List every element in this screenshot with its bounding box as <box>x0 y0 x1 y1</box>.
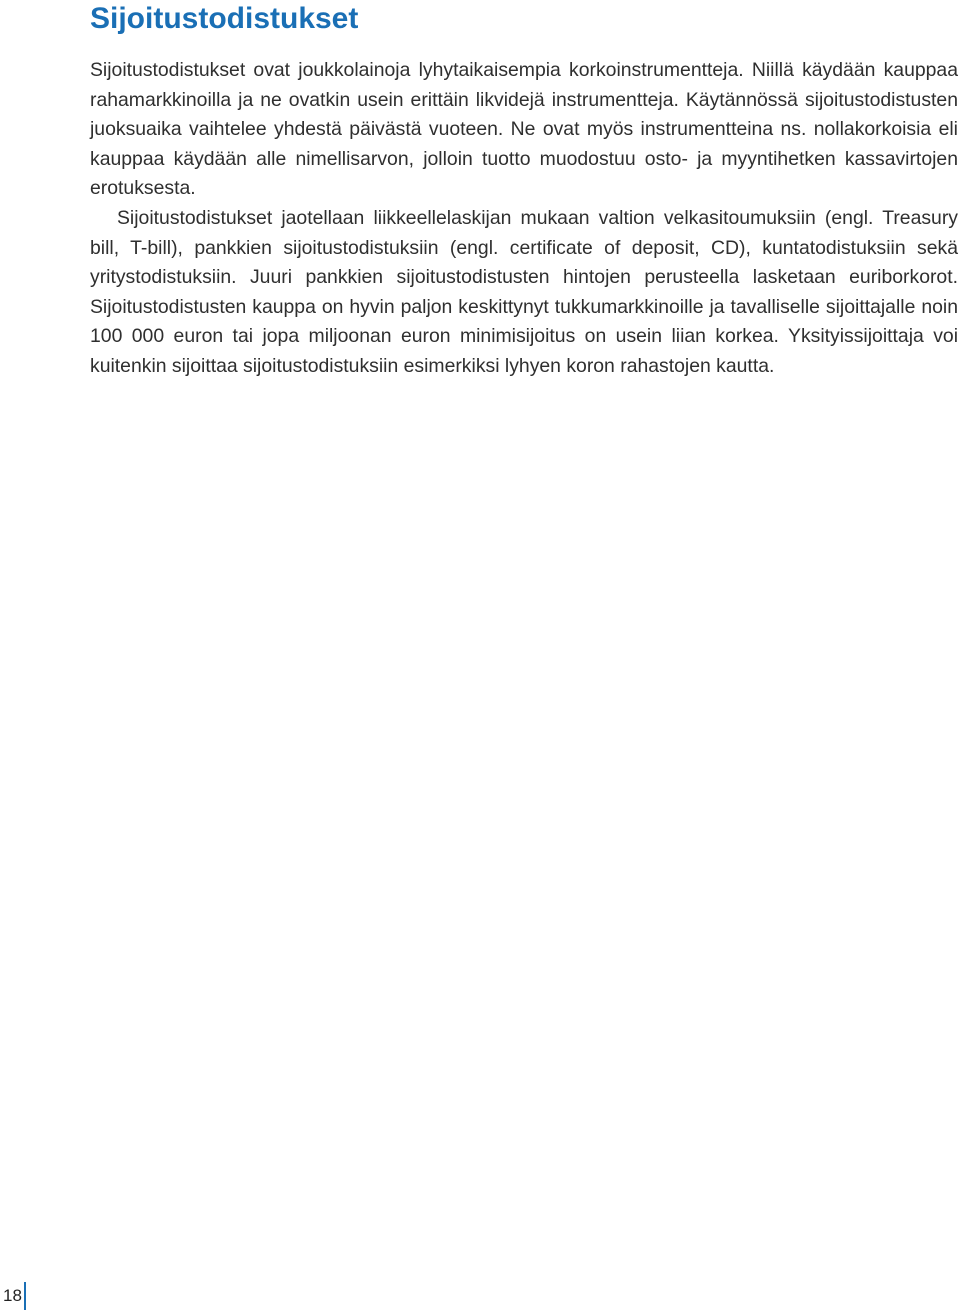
paragraph-classification: Sijoitustodistukset jaotellaan liikkeellelaskijan mukaan valtion velkasitoumuksiin (engl. Treasury bill, T-bill), pankkien sijoitustodistuksiin (engl. certificate of deposit, CD), kuntatodistuksiin sekä yritystodistuksiin. Juuri pankkien sijoitustodistusten hintojen perusteella lasketaan euriborkorot. Sijoitustodistusten kauppa on hyvin paljon keskittynyt tukkumarkkinoille ja tavalliselle sijoittajalle noin 100 000 euron tai jopa miljoonan euron minimisijoitus on usein liian korkea. Yksityissijoittaja voi kuitenkin sijoittaa sijoitustodistuksiin esimerkiksi lyhyen koron rahastojen kautta. <box>90 206 958 377</box>
paragraph-intro: Sijoitustodistukset ovat joukkolainoja lyhytaikaisempia korkoinstrumentteja. Niillä käydään kauppaa rahamarkkinoilla ja ne ovatkin usein erittäin likvidejä instrumentteja. Käytännössä sijoitustodistusten juoksuaika vaihtelee yhdestä päivästä vuoteen. Ne ovat myös instrumentteina ns. nollakorkoisia eli kauppaa käydään alle nimellisarvon, jolloin tuotto muodostuu osto- ja myyntihetken kassavirtojen erotuksesta. <box>90 59 958 200</box>
body-text <box>90 56 958 382</box>
page-title: Sijoitustodistukset <box>90 2 359 35</box>
page-number: 18 <box>0 1282 26 1310</box>
